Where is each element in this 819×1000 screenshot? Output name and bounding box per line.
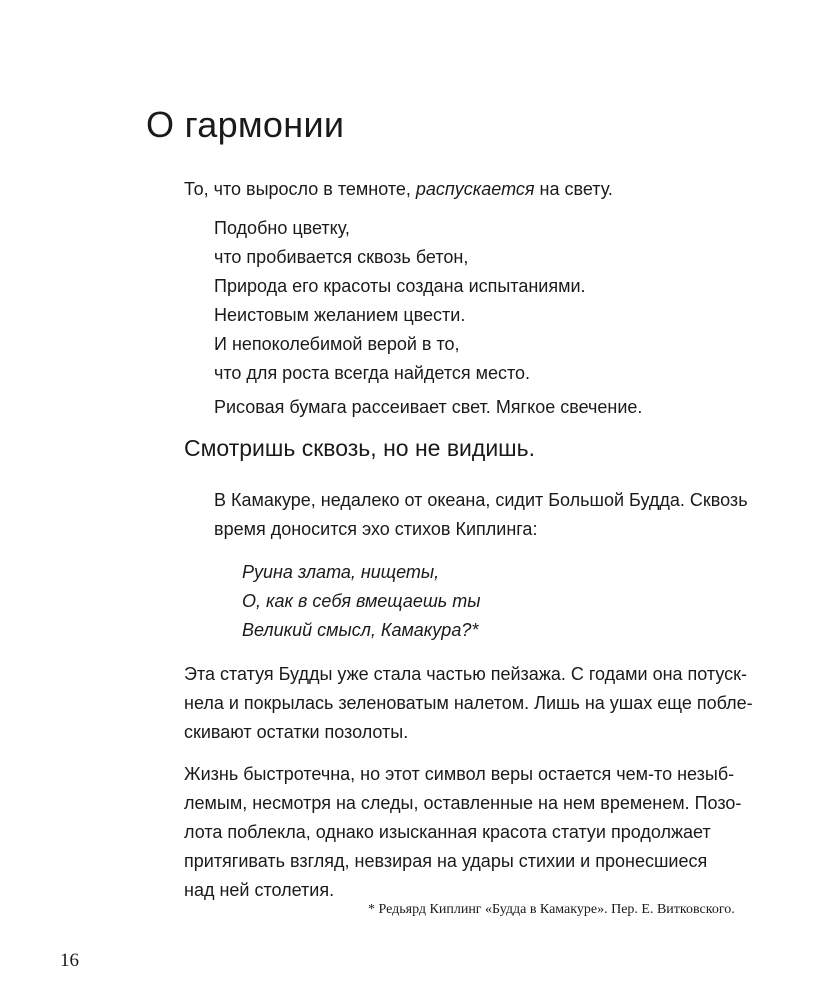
poem-line: Подобно цветку, — [214, 218, 350, 238]
footnote: * Редьярд Киплинг «Будда в Камакуре». Пер. Е. Витковского. — [368, 902, 735, 917]
poem-line: Природа его красоты создана испытаниями. — [214, 276, 586, 296]
paragraph-line: нела и покрылась зеленоватым налетом. Лишь на ушах еще побле- — [184, 693, 753, 713]
kamakura-paragraph — [214, 486, 748, 544]
poem-line: И непоколебимой верой в то, — [214, 334, 460, 354]
paragraph-line: лемым, несмотря на следы, оставленные на нем временем. Позо- — [184, 793, 742, 813]
lead-emphasis: распускается — [415, 179, 535, 199]
lead-text-before: То, что выросло в темноте, — [184, 179, 416, 199]
paragraph-line: над ней столетия. — [184, 880, 335, 900]
lead-text-after: на свету. — [534, 179, 613, 199]
paragraph-line: скивают остатки позолоты. — [184, 722, 409, 742]
paragraph-line: время доносится эхо стихов Киплинга: — [214, 519, 538, 539]
poem-stanza — [214, 214, 586, 388]
paragraph-line: Эта статуя Будды уже стала частью пейзажа. С годами она потуск- — [184, 664, 748, 684]
life-paragraph — [184, 760, 741, 905]
poem-line: что для роста всегда найдется место. — [214, 363, 531, 383]
paragraph-line: Жизнь быстротечна, но этот символ веры остается чем-то незыб- — [184, 764, 735, 784]
verse-line: О, как в себя вмещаешь ты — [242, 591, 481, 611]
rice-paper-line: Рисовая бумага рассеивает свет. Мягкое свечение. — [214, 397, 643, 417]
statue-paragraph — [184, 660, 753, 747]
verse-line: Великий смысл, Камакура?* — [242, 620, 479, 640]
lead-sentence — [184, 175, 613, 204]
page-title: О гармонии — [146, 104, 345, 145]
paragraph-line: В Камакуре, недалеко от океана, сидит Большой Будда. Сквозь — [214, 490, 748, 510]
kipling-verse — [242, 558, 481, 645]
subheading: Смотришь сквозь, но не видишь. — [184, 435, 535, 461]
poem-line: что пробивается сквозь бетон, — [214, 247, 469, 267]
poem-line: Неистовым желанием цвести. — [214, 305, 466, 325]
verse-line: Руина злата, нищеты, — [242, 562, 440, 582]
page-number: 16 — [60, 950, 79, 971]
paragraph-line: лота поблекла, однако изысканная красота статуи продолжает — [184, 822, 711, 842]
paragraph-line: притягивать взгляд, невзирая на удары стихии и пронесшиеся — [184, 851, 708, 871]
